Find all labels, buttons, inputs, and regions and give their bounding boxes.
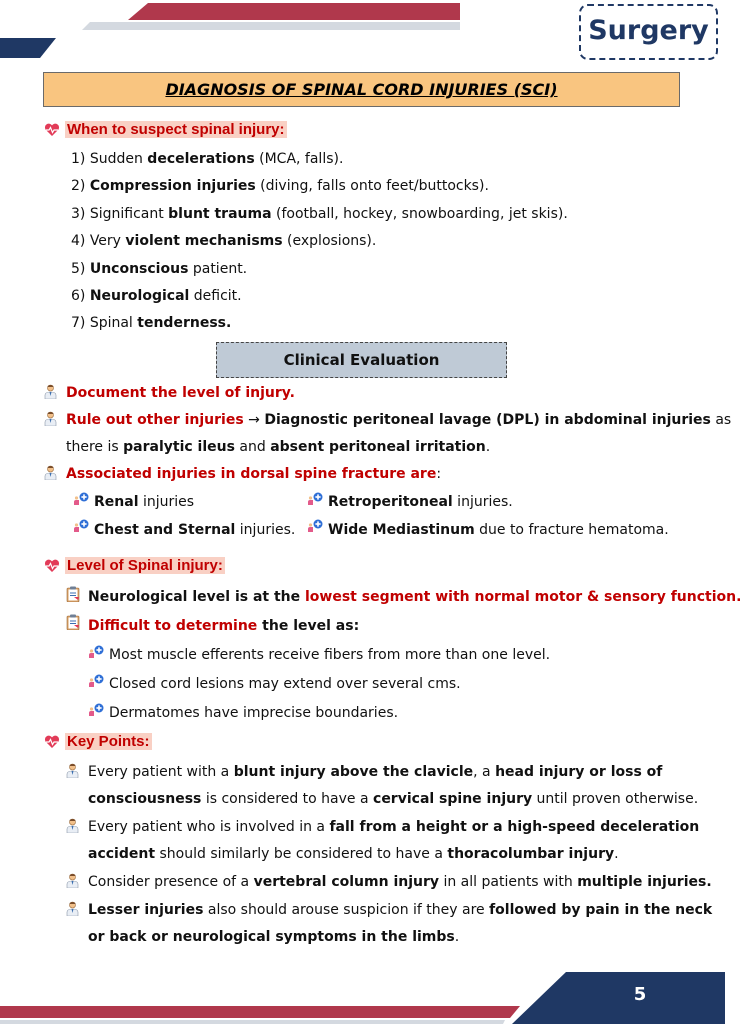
clipboard-icon bbox=[66, 586, 80, 602]
heart-pulse-icon bbox=[44, 123, 60, 137]
key-point-2-line-1: Every patient who is involved in a fall from a height or a high-speed deceleration bbox=[88, 819, 700, 835]
key-point-1-line-1: Every patient with a blunt injury above the clavicle, a head injury or loss of bbox=[88, 764, 663, 780]
clinical-evaluation-title: Clinical Evaluation bbox=[283, 351, 440, 369]
doctor-icon bbox=[66, 763, 79, 778]
doctor-icon bbox=[66, 901, 79, 916]
doctor-icon bbox=[66, 873, 79, 888]
key-point-3: Consider presence of a vertebral column injury in all patients with multiple injuries. bbox=[88, 874, 712, 890]
clipboard-icon bbox=[66, 614, 80, 630]
key-point-4-line-2: or back or neurological symptoms in the limbs. bbox=[88, 929, 460, 945]
heart-pulse-icon bbox=[44, 735, 60, 749]
associated-injuries-line: Associated injuries in dorsal spine fracture are: bbox=[66, 466, 442, 482]
key-point-4-line-1: Lesser injuries also should arouse suspicion if they are followed by pain in the neck bbox=[88, 902, 713, 918]
key-point-2-line-2: accident should similarly be considered to have a thoracolumbar injury. bbox=[88, 846, 619, 862]
difficult-level-line: Difficult to determine the level as: bbox=[88, 618, 360, 634]
assoc-item: Wide Mediastinum due to fracture hematoma. bbox=[328, 522, 669, 538]
brand-label: Surgery bbox=[588, 15, 709, 46]
page-number: 5 bbox=[633, 984, 647, 1005]
list-item: 3) Significant blunt trauma (football, hockey, snowboarding, jet skis). bbox=[71, 206, 568, 222]
doctor-icon bbox=[44, 384, 57, 399]
assoc-item: Chest and Sternal injuries. bbox=[94, 522, 296, 538]
doctor-icon bbox=[44, 465, 57, 480]
neurological-level-line: Neurological level is at the lowest segment with normal motor & sensory function. bbox=[88, 589, 741, 605]
medical-plus-icon bbox=[88, 703, 104, 717]
section-heading-level: Level of Spinal injury: bbox=[67, 557, 223, 574]
assoc-item: Renal injuries bbox=[94, 494, 195, 510]
page-title: DIAGNOSIS OF SPINAL CORD INJURIES (SCI) bbox=[165, 80, 558, 99]
medical-plus-icon bbox=[307, 492, 323, 506]
section-heading-suspect: When to suspect spinal injury: bbox=[67, 121, 285, 138]
rule-out-line-1: Rule out other injuries → Diagnostic peritoneal lavage (DPL) in abdominal injuries as bbox=[66, 412, 732, 428]
heart-pulse-icon bbox=[44, 559, 60, 573]
list-item: 2) Compression injuries (diving, falls onto feet/buttocks). bbox=[71, 178, 489, 194]
assoc-item: Retroperitoneal injuries. bbox=[328, 494, 513, 510]
list-item: 5) Unconscious patient. bbox=[71, 261, 248, 277]
top-band-decoration bbox=[0, 0, 460, 60]
bottom-band-decoration bbox=[0, 968, 725, 1024]
medical-plus-icon bbox=[88, 674, 104, 688]
doctor-icon bbox=[66, 818, 79, 833]
medical-plus-icon bbox=[73, 492, 89, 506]
key-point-1-line-2: consciousness is considered to have a cervical spine injury until proven otherwise. bbox=[88, 791, 699, 807]
rule-out-line-2: there is paralytic ileus and absent peritoneal irritation. bbox=[66, 439, 491, 455]
section-heading-key-points: Key Points: bbox=[67, 733, 150, 750]
medical-plus-icon bbox=[307, 519, 323, 533]
list-item: 7) Spinal tenderness. bbox=[71, 315, 232, 331]
document-level-line: Document the level of injury. bbox=[66, 385, 295, 401]
medical-plus-icon bbox=[88, 645, 104, 659]
level-sub-item: Closed cord lesions may extend over several cms. bbox=[109, 676, 461, 692]
level-sub-item: Dermatomes have imprecise boundaries. bbox=[109, 705, 399, 721]
list-item: 6) Neurological deficit. bbox=[71, 288, 242, 304]
level-sub-item: Most muscle efferents receive fibers from more than one level. bbox=[109, 647, 551, 663]
medical-plus-icon bbox=[73, 519, 89, 533]
list-item: 1) Sudden decelerations (MCA, falls). bbox=[71, 151, 344, 167]
list-item: 4) Very violent mechanisms (explosions). bbox=[71, 233, 377, 249]
doctor-icon bbox=[44, 411, 57, 426]
